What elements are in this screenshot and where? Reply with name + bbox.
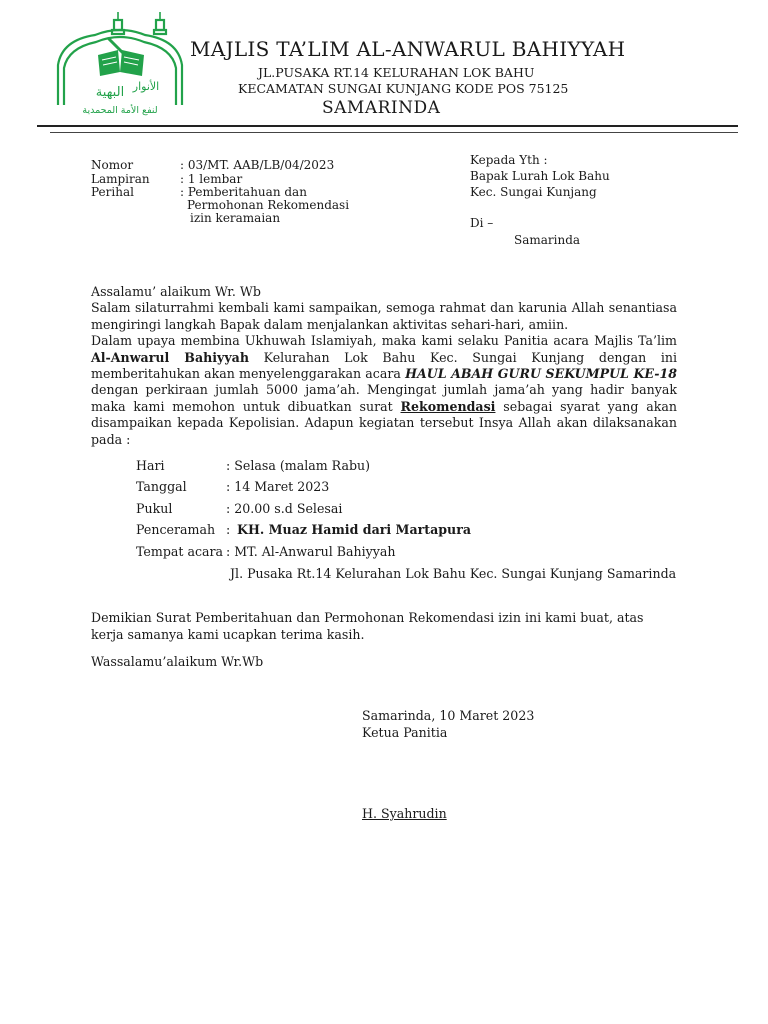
paragraph-2-line-2-rest: Kelurahan Lok Bahu Kec. Sungai Kunjang dengan ini xyxy=(249,349,677,365)
event-name: HAUL ABAH GURU SEKUMPUL KE-18 xyxy=(405,366,677,382)
paragraph-2-line-4: dengan perkiraan jumlah 5000 jama’ah. Mengingat jumlah jama’ah yang hadir banyak xyxy=(91,382,677,398)
logo-arabic-mid: البهية xyxy=(95,85,125,100)
pukul-value: : 20.00 s.d Selesai xyxy=(226,501,343,516)
letterhead-divider xyxy=(37,125,738,127)
recipient-line-2: Bapak Lurah Lok Bahu xyxy=(470,169,610,183)
penceramah-label: Penceramah xyxy=(136,522,216,537)
paragraph-2-line-1: Dalam upaya membina Ukhuwah Islamiyah, maka kami selaku Panitia acara Majlis Ta’lim xyxy=(91,333,677,349)
paragraph-2-line-5-pre: maka kami memohon untuk dibuatkan surat xyxy=(91,398,401,414)
recipient-line-1: Kepada Yth : xyxy=(470,153,548,167)
letterhead-divider-thin-right xyxy=(503,132,738,133)
paragraph-2-line-5 xyxy=(91,399,677,415)
paragraph-1-line-1: Salam silaturrahmi kembali kami sampaikan, semoga rahmat dan karunia Allah senantiasa xyxy=(91,300,677,316)
perihal-value-3: izin keramaian xyxy=(190,211,281,225)
logo-arabic-bottom: لنفع الأمة المحمدية xyxy=(82,105,158,116)
perihal-label: Perihal xyxy=(91,185,134,199)
letterhead-divider-thin xyxy=(50,132,503,133)
penceramah-value: KH. Muaz Hamid dari Martapura xyxy=(237,522,472,537)
tempat-label: Tempat acara xyxy=(136,544,224,559)
letter-body xyxy=(91,284,677,448)
lampiran-label: Lampiran xyxy=(91,172,150,186)
closing-line-1: Demikian Surat Pemberitahuan dan Permohonan Rekomendasi izin ini kami buat, atas xyxy=(91,610,644,625)
signature-name: H. Syahrudin xyxy=(362,806,447,821)
perihal-value-2: Permohonan Rekomendasi xyxy=(187,198,350,212)
paragraph-2-line-3 xyxy=(91,366,677,382)
paragraph-2-line-6: disampaikan kepada Kepolisian. Adapun kegiatan tersebut Insya Allah akan dilaksanakan xyxy=(91,415,677,431)
perihal-value-1: : Pemberitahuan dan xyxy=(180,185,307,199)
organization-logo xyxy=(50,10,190,120)
rekomendasi-word: Rekomendasi xyxy=(400,398,496,414)
signature-place-date: Samarinda, 10 Maret 2023 xyxy=(362,708,535,723)
tanggal-value: : 14 Maret 2023 xyxy=(226,479,330,494)
paragraph-2-line-3-pre: memberitahukan akan menyelenggarakan acara xyxy=(91,366,406,382)
organization-name-inline: Al-Anwarul Bahiyyah xyxy=(91,349,249,365)
tempat-value: : MT. Al-Anwarul Bahiyyah xyxy=(226,544,396,559)
paragraph-2-line-7: pada : xyxy=(91,431,131,447)
signature-role: Ketua Panitia xyxy=(362,725,448,740)
paragraph-1-line-2: mengiringi langkah Bapak dalam menjalankan aktivitas sehari-hari, amiin. xyxy=(91,316,569,332)
paragraph-2-line-5-post: sebagai syarat yang akan xyxy=(495,398,677,414)
tempat-address: Jl. Pusaka Rt.14 Kelurahan Lok Bahu Kec. Sungai Kunjang Samarinda xyxy=(230,566,677,581)
penceramah-colon: : xyxy=(226,522,231,537)
paragraph-2-line-2 xyxy=(91,350,677,366)
greeting: Assalamu’ alaikum Wr. Wb xyxy=(91,284,261,299)
pukul-label: Pukul xyxy=(136,501,173,516)
address-line-1: JL.PUSAKA RT.14 KELURAHAN LOK BAHU xyxy=(258,65,535,80)
tanggal-label: Tanggal xyxy=(136,479,187,494)
hari-value: : Selasa (malam Rabu) xyxy=(226,458,371,473)
recipient-line-5: Samarinda xyxy=(514,233,581,247)
lampiran-value: : 1 lembar xyxy=(180,172,243,186)
recipient-line-4: Di – xyxy=(470,216,494,230)
hari-label: Hari xyxy=(136,458,165,473)
organization-name: MAJLIS TA’LIM AL-ANWARUL BAHIYYAH xyxy=(190,37,626,61)
closing-line-2: kerja samanya kami ucapkan terima kasih. xyxy=(91,627,365,642)
recipient-line-3: Kec. Sungai Kunjang xyxy=(470,185,597,199)
nomor-label: Nomor xyxy=(91,158,134,172)
letterhead-city: SAMARINDA xyxy=(322,98,441,118)
address-line-2: KECAMATAN SUNGAI KUNJANG KODE POS 75125 xyxy=(238,81,569,96)
closing-salam: Wassalamu’alaikum Wr.Wb xyxy=(91,654,264,669)
nomor-value: : 03/MT. AAB/LB/04/2023 xyxy=(180,158,335,172)
logo-arabic-top: الأنوار xyxy=(132,80,160,93)
